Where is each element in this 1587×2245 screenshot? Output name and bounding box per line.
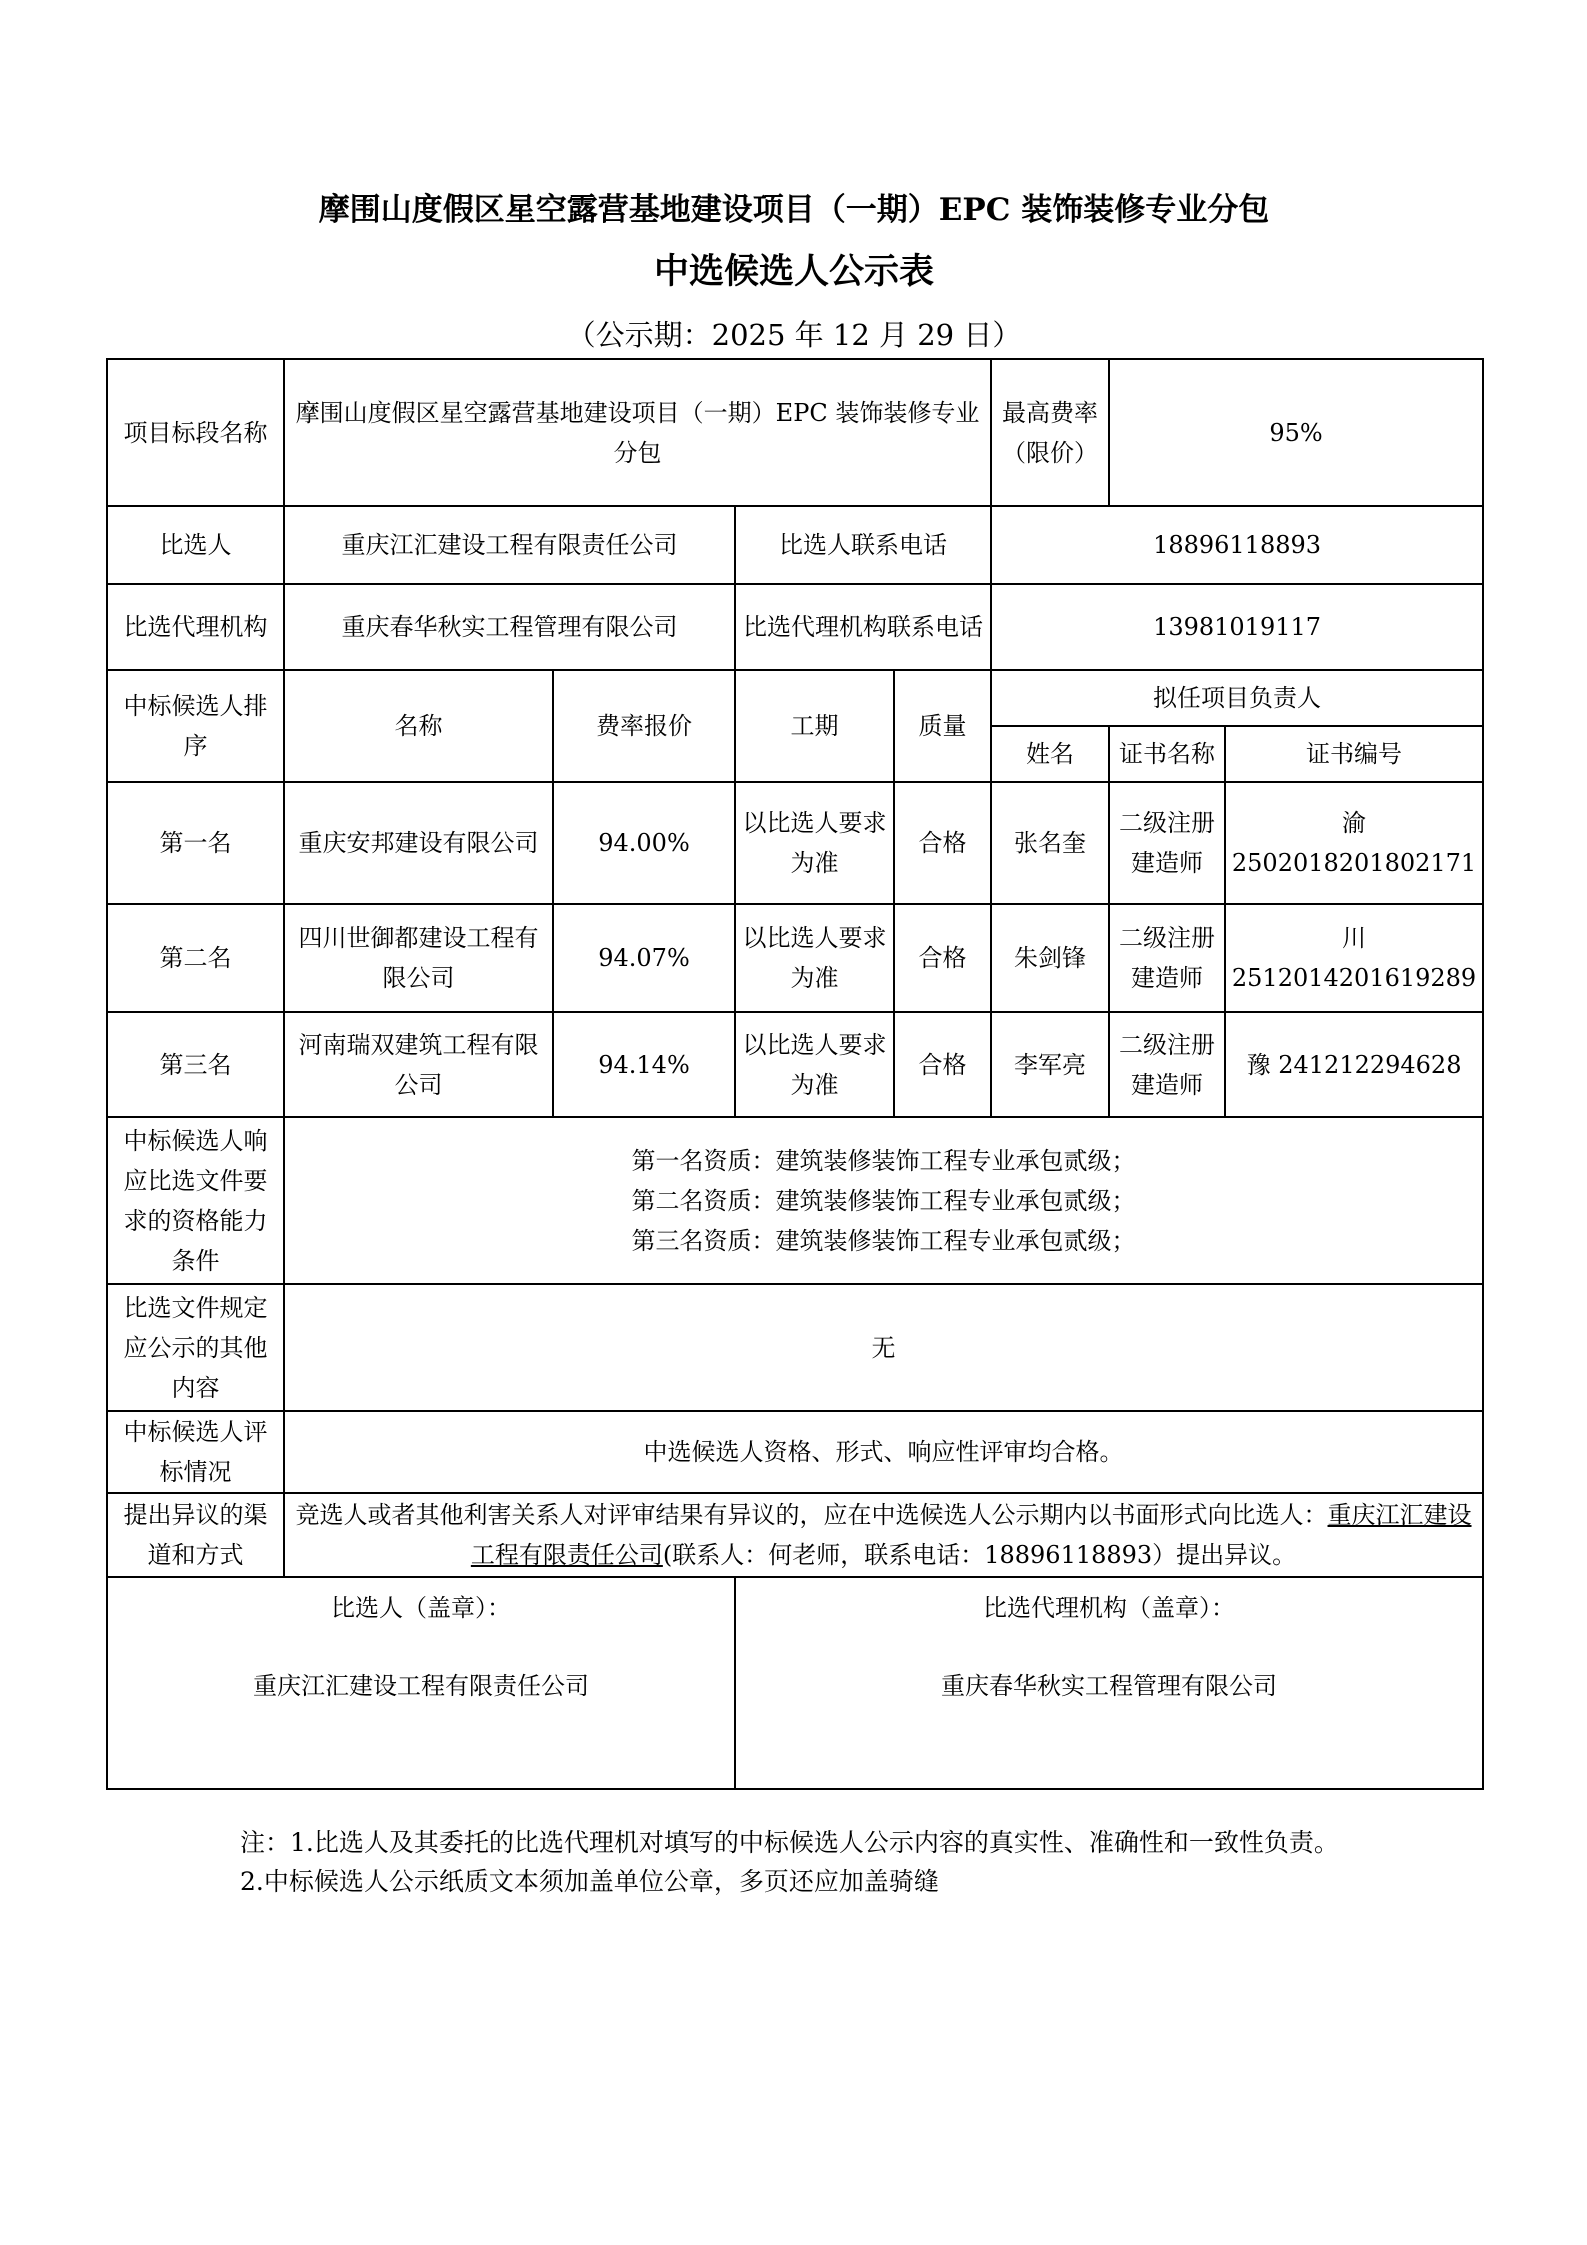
qualification-line: 第一名资质：建筑装修装饰工程专业承包贰级； — [631, 1146, 1136, 1175]
evaluation-label: 中标候选人评标情况 — [107, 1411, 284, 1493]
candidate-rank: 第二名 — [107, 904, 284, 1012]
candidate-rank: 第三名 — [107, 1012, 284, 1117]
candidate-rate: 94.14% — [553, 1012, 735, 1117]
agency-label: 比选代理机构 — [107, 584, 284, 670]
objection-label: 提出异议的渠道和方式 — [107, 1493, 284, 1577]
agency-row — [107, 584, 1483, 670]
header-manager: 拟任项目负责人 — [991, 670, 1483, 726]
agency-phone-label: 比选代理机构联系电话 — [735, 584, 991, 670]
candidate-rate: 94.07% — [553, 904, 735, 1012]
document-title-line1: 摩围山度假区星空露营基地建设项目（一期）EPC 装饰装修专业分包 — [318, 192, 1270, 228]
objection-row — [107, 1493, 1483, 1577]
candidate-quality: 合格 — [894, 1012, 991, 1117]
qualification-value — [284, 1117, 1483, 1284]
objection-value — [284, 1493, 1483, 1577]
other-content-row — [107, 1284, 1483, 1411]
candidate-rank: 第一名 — [107, 782, 284, 904]
document-title-line2: 中选候选人公示表 — [653, 251, 934, 292]
candidate-rate: 94.00% — [553, 782, 735, 904]
qualification-row — [107, 1117, 1483, 1284]
table-row — [107, 904, 1483, 1012]
qualification-line: 第二名资质：建筑装修装饰工程专业承包贰级； — [631, 1186, 1136, 1215]
max-rate-label: 最高费率（限价） — [991, 359, 1109, 506]
qualification-label: 中标候选人响应比选文件要求的资格能力条件 — [107, 1117, 284, 1284]
notes — [240, 1826, 1360, 1904]
agency-seal-area — [735, 1577, 1483, 1789]
candidate-cert-name: 二级注册建造师 — [1109, 782, 1225, 904]
candidate-name: 重庆安邦建设有限公司 — [284, 782, 553, 904]
buyer-seal-area — [107, 1577, 735, 1789]
evaluation-row — [107, 1411, 1483, 1493]
candidate-announcement-table — [106, 358, 1484, 1790]
buyer-label: 比选人 — [107, 506, 284, 584]
evaluation-value: 中选候选人资格、形式、响应性评审均合格。 — [284, 1411, 1483, 1493]
table-row — [107, 1012, 1483, 1117]
candidate-cert-name: 二级注册建造师 — [1109, 904, 1225, 1012]
note-2: 2.中标候选人公示纸质文本须加盖单位公章，多页还应加盖骑缝 — [240, 1867, 939, 1896]
header-period: 工期 — [735, 670, 894, 782]
note-1: 注：1.比选人及其委托的比选代理机对填写的中标候选人公示内容的真实性、准确性和一致性负责。 — [240, 1828, 1339, 1857]
buyer-seal-label: 比选人（盖章）： — [331, 1594, 511, 1622]
project-name-label: 项目标段名称 — [107, 359, 284, 506]
candidate-manager: 李军亮 — [991, 1012, 1109, 1117]
project-row — [107, 359, 1483, 506]
header-quality: 质量 — [894, 670, 991, 782]
agency-seal-label: 比选代理机构（盖章）： — [983, 1594, 1236, 1622]
candidate-cert-no: 豫 241212294628 — [1225, 1012, 1483, 1117]
buyer-phone-value: 18896118893 — [991, 506, 1483, 584]
objection-contact: (联系人：何老师，联系电话：18896118893）提出异议。 — [662, 1541, 1297, 1569]
seal-row — [107, 1577, 1483, 1789]
header-rank: 中标候选人排序 — [107, 670, 284, 782]
objection-buyer-name: 重庆江汇建设工程有限责任公司 — [470, 1501, 1472, 1569]
header-cert-name: 证书名称 — [1109, 726, 1225, 782]
agency-seal-name: 重庆春华秋实工程管理有限公司 — [941, 1672, 1278, 1700]
table-row — [107, 782, 1483, 904]
candidate-period: 以比选人要求为准 — [735, 1012, 894, 1117]
candidate-cert-no: 川 2512014201619289 — [1225, 904, 1483, 1012]
objection-text: 竞选人或者其他利害关系人对评审结果有异议的，应在中选候选人公示期内以书面形式向比选人： — [295, 1501, 1328, 1529]
agency-value: 重庆春华秋实工程管理有限公司 — [284, 584, 735, 670]
buyer-row — [107, 506, 1483, 584]
candidate-name: 四川世御都建设工程有限公司 — [284, 904, 553, 1012]
candidate-name: 河南瑞双建筑工程有限公司 — [284, 1012, 553, 1117]
buyer-seal-name: 重庆江汇建设工程有限责任公司 — [253, 1672, 589, 1700]
candidates-header-row — [107, 670, 1483, 726]
candidate-period: 以比选人要求为准 — [735, 904, 894, 1012]
candidate-quality: 合格 — [894, 782, 991, 904]
header-manager-name: 姓名 — [991, 726, 1109, 782]
publicity-period: （公示期：2025 年 12 月 29 日） — [566, 318, 1022, 352]
agency-phone-value: 13981019117 — [991, 584, 1483, 670]
other-content-value: 无 — [284, 1284, 1483, 1411]
candidate-quality: 合格 — [894, 904, 991, 1012]
project-name-value: 摩围山度假区星空露营基地建设项目（一期）EPC 装饰装修专业分包 — [284, 359, 991, 506]
header-rate: 费率报价 — [553, 670, 735, 782]
header-name: 名称 — [284, 670, 553, 782]
max-rate-value: 95% — [1109, 359, 1483, 506]
candidate-manager: 张名奎 — [991, 782, 1109, 904]
candidate-cert-name: 二级注册建造师 — [1109, 1012, 1225, 1117]
candidate-manager: 朱剑锋 — [991, 904, 1109, 1012]
candidate-period: 以比选人要求为准 — [735, 782, 894, 904]
header-cert-no: 证书编号 — [1225, 726, 1483, 782]
buyer-phone-label: 比选人联系电话 — [735, 506, 991, 584]
candidate-cert-no: 渝 2502018201802171 — [1225, 782, 1483, 904]
other-content-label: 比选文件规定应公示的其他内容 — [107, 1284, 284, 1411]
qualification-line: 第三名资质：建筑装修装饰工程专业承包贰级； — [631, 1226, 1136, 1255]
buyer-value: 重庆江汇建设工程有限责任公司 — [284, 506, 735, 584]
